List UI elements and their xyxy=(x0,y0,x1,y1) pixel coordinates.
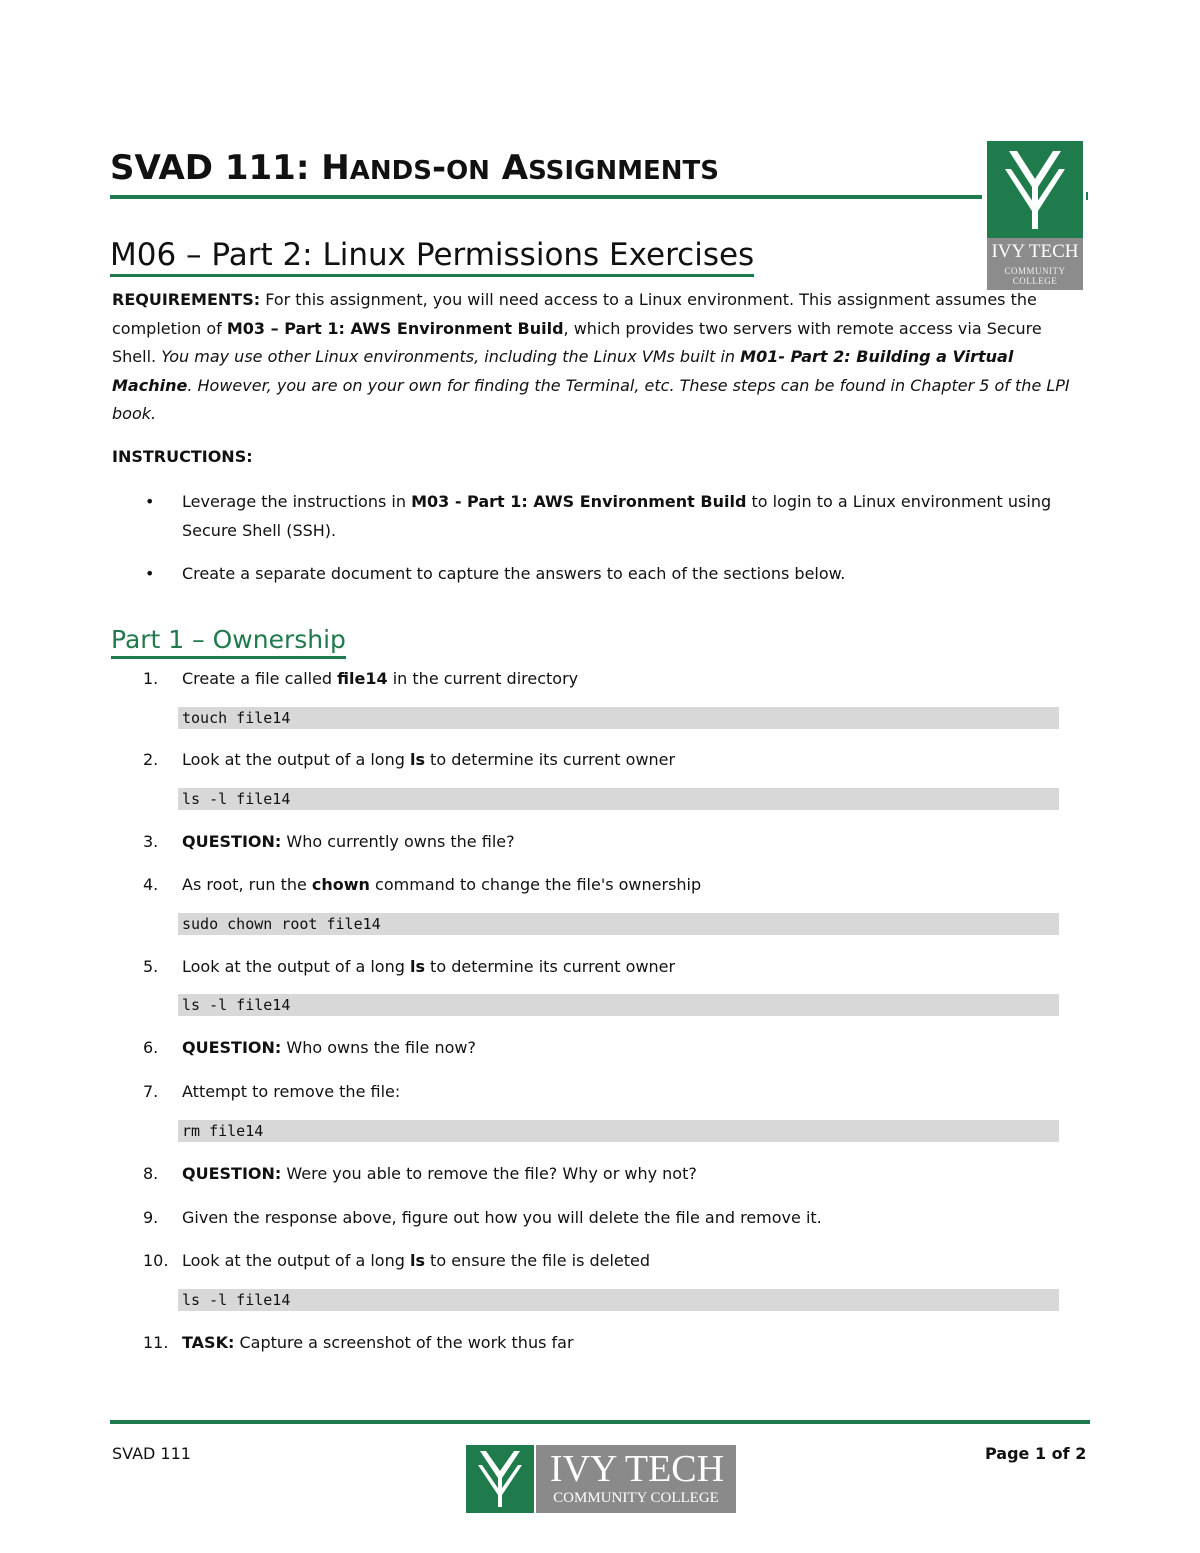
step-pre: Attempt to remove the file: xyxy=(182,1082,401,1101)
step-bold: chown xyxy=(311,875,370,894)
step-bold: file14 xyxy=(337,669,388,688)
page-total: 2 xyxy=(1075,1444,1087,1463)
page-current: 1 xyxy=(1034,1444,1047,1463)
step-number: 7. xyxy=(143,1082,159,1101)
page-number xyxy=(985,1442,1086,1466)
footer-course: SVAD 111 xyxy=(112,1444,191,1463)
step-text xyxy=(182,1331,574,1355)
requirements-italic-1: You may use other Linux environments, including the Linux VMs built in xyxy=(161,347,741,366)
code-block: touch file14 xyxy=(178,707,1059,729)
step-bold: ls xyxy=(409,750,425,769)
step-bold: QUESTION: xyxy=(182,1164,282,1183)
step-text xyxy=(182,1249,650,1273)
step-bold: TASK: xyxy=(182,1333,235,1352)
code-block: ls -l file14 xyxy=(178,788,1059,810)
step-number: 11. xyxy=(143,1333,169,1352)
title-smallcaps-2: ON xyxy=(446,156,490,186)
step-bold: QUESTION: xyxy=(182,1038,282,1057)
step-post: to determine its current owner xyxy=(424,957,676,976)
code-block: ls -l file14 xyxy=(178,1289,1059,1311)
step-text xyxy=(182,873,701,897)
step-post: Who owns the file now? xyxy=(281,1038,476,1057)
step-post: in the current directory xyxy=(387,669,579,688)
bullet-pre: Leverage the instructions in xyxy=(182,492,412,511)
step-post: Capture a screenshot of the work thus far xyxy=(234,1333,574,1352)
bullet-post: to login to a Linux environment using Secure Shell (SSH). xyxy=(182,492,1052,540)
step-post: Were you able to remove the file? Why or why not? xyxy=(281,1164,697,1183)
bullet-bold: M03 - Part 1: AWS Environment Build xyxy=(411,492,747,511)
title-smallcaps-3: SSIGNMENTS xyxy=(528,156,720,186)
section-heading: Part 1 – Ownership xyxy=(111,624,346,659)
step-text xyxy=(182,955,675,979)
footer-logo-subtitle: COMMUNITY COLLEGE xyxy=(553,1490,719,1506)
course-title xyxy=(110,148,719,188)
requirements-text: For this assignment, you will need access to a Linux environment. This assignment assumes the completion of xyxy=(112,290,1037,338)
bullet-icon: • xyxy=(145,492,155,511)
code-block: sudo chown root file14 xyxy=(178,913,1059,935)
logo-mark-bg xyxy=(987,141,1083,238)
step-number: 6. xyxy=(143,1038,159,1057)
title-smallcaps-1: ANDS xyxy=(349,156,432,186)
requirements-label: REQUIREMENTS: xyxy=(112,290,261,309)
step-text xyxy=(182,667,578,691)
step-text xyxy=(182,1162,697,1186)
bullet-pre: Create a separate document to capture the answers to each of the sections below. xyxy=(182,564,846,583)
step-bold: ls xyxy=(409,957,425,976)
step-number: 9. xyxy=(143,1208,159,1227)
instructions-heading: INSTRUCTIONS: xyxy=(112,447,253,466)
step-pre: Given the response above, figure out how you will delete the file and remove it. xyxy=(182,1208,822,1227)
doc-subtitle: M06 – Part 2: Linux Permissions Exercises xyxy=(110,236,754,277)
step-number: 1. xyxy=(143,669,159,688)
footer-logo-name: IVY TECH xyxy=(549,1448,725,1490)
bullet-icon: • xyxy=(145,564,155,583)
header-rule xyxy=(110,195,982,199)
step-post: Who currently owns the file? xyxy=(281,832,515,851)
ivy-leaf-y-icon xyxy=(466,1445,534,1513)
step-pre: Create a file called xyxy=(182,669,338,688)
page-label: Page xyxy=(985,1444,1035,1463)
step-text xyxy=(182,1036,476,1060)
logo-subtitle: COMMUNITY COLLEGE xyxy=(1004,266,1066,286)
step-number: 2. xyxy=(143,750,159,769)
step-number: 3. xyxy=(143,832,159,851)
header-logo xyxy=(987,141,1083,290)
footer-logo-mark-bg xyxy=(466,1445,534,1513)
step-number: 8. xyxy=(143,1164,159,1183)
step-post: command to change the file's ownership xyxy=(369,875,702,894)
footer-rule xyxy=(110,1420,1090,1424)
requirements-paragraph xyxy=(112,286,1072,429)
step-text xyxy=(182,1080,400,1104)
step-number: 10. xyxy=(143,1251,169,1270)
footer-logo xyxy=(466,1445,736,1513)
requirements-ref-m03: M03 – Part 1: AWS Environment Build xyxy=(226,318,564,338)
step-number: 5. xyxy=(143,957,159,976)
step-text xyxy=(182,748,675,772)
step-pre: Look at the output of a long xyxy=(182,1251,410,1270)
ivy-leaf-y-icon xyxy=(987,141,1083,238)
bullet-text xyxy=(182,560,1062,589)
requirements-ref-m01: M01- Part 2: Building a Virtual Machine xyxy=(112,347,1014,395)
title-hyphen: - xyxy=(431,148,447,188)
step-bold: ls xyxy=(409,1251,425,1270)
step-post: to ensure the file is deleted xyxy=(424,1251,651,1270)
code-block: ls -l file14 xyxy=(178,994,1059,1016)
title-lead: SVAD 111: H xyxy=(110,148,350,188)
code-block: rm file14 xyxy=(178,1120,1059,1142)
step-text xyxy=(182,830,515,854)
step-post: to determine its current owner xyxy=(424,750,676,769)
step-pre: As root, run the xyxy=(182,875,312,894)
step-pre: Look at the output of a long xyxy=(182,750,410,769)
header-rule-tick xyxy=(1086,192,1088,200)
logo-name: IVY TECH xyxy=(991,241,1079,262)
requirements-italic-2: . However, you are on your own for finding the Terminal, etc. These steps can be found in Chapter 5 of the LPI book. xyxy=(112,375,1070,423)
page-of-label: of xyxy=(1046,1444,1076,1463)
step-pre: Look at the output of a long xyxy=(182,957,410,976)
step-text xyxy=(182,1206,822,1230)
step-bold: QUESTION: xyxy=(182,832,282,851)
bullet-text xyxy=(182,488,1062,545)
title-a: A xyxy=(489,148,529,188)
requirements-text-2: , which provides two servers with remote access via Secure Shell. xyxy=(112,318,1042,366)
step-number: 4. xyxy=(143,875,159,894)
